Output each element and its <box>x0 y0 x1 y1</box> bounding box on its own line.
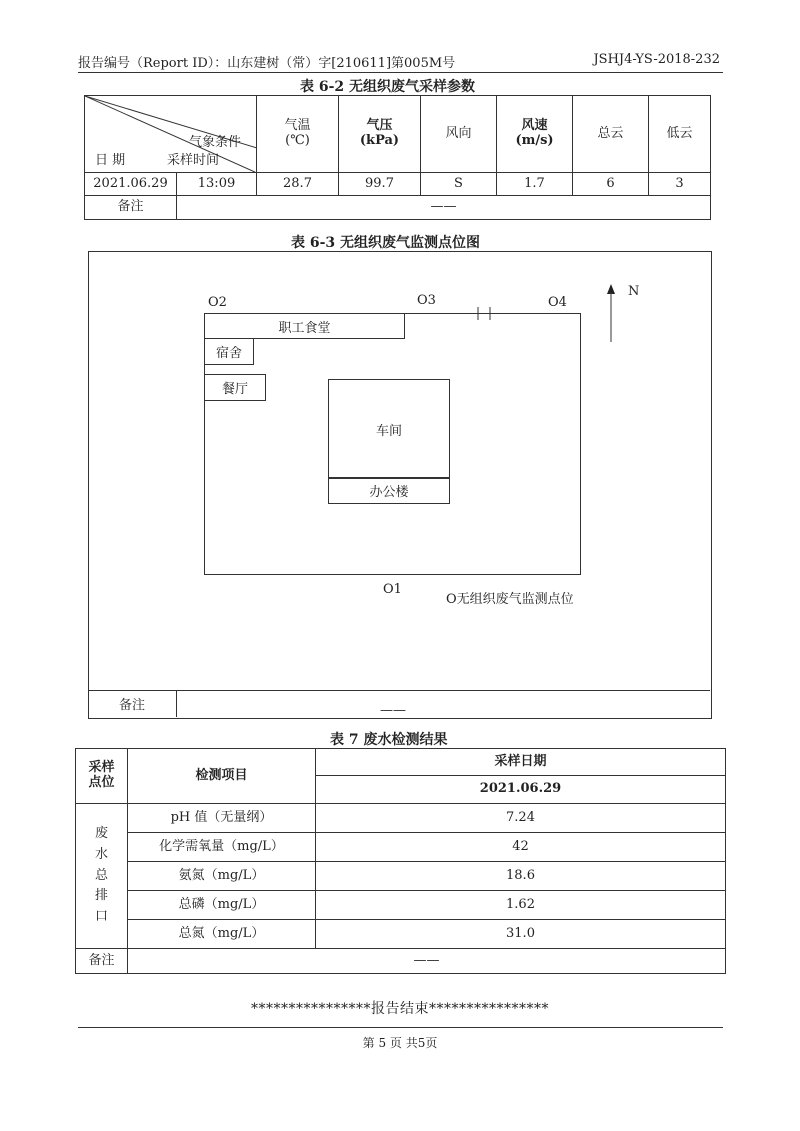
cell-wind-speed: 1.7 <box>497 173 573 196</box>
table-row <box>76 804 726 833</box>
table-row <box>76 891 726 920</box>
col-temp: 气温 (℃) <box>257 96 339 173</box>
value-cell: 31.0 <box>316 920 726 949</box>
table-row <box>76 920 726 949</box>
cell-low-cloud: 3 <box>649 173 711 196</box>
table7-caption: 表 7 废水检测结果 <box>330 732 448 748</box>
note-label: 备注 <box>76 949 128 974</box>
col-sampling-point: 采样点位 <box>76 749 128 804</box>
point-o3: O3 <box>417 293 436 308</box>
report-id: 报告编号（Report ID）：山东建树（常）字[210611]第005M号 <box>78 56 456 71</box>
gate-mark <box>470 305 500 321</box>
item-cell: 总磷（mg/L） <box>128 891 316 920</box>
point-o4: O4 <box>548 295 567 310</box>
diag-weather-label: 气象条件 <box>189 135 242 150</box>
building-restaurant: 餐厅 <box>204 374 266 401</box>
cell-wind-dir: S <box>421 173 497 196</box>
page-number: 第 5 页 共5页 <box>362 1036 438 1050</box>
value-cell: 7.24 <box>316 804 726 833</box>
north-arrow-icon <box>604 284 618 344</box>
table-row <box>76 833 726 862</box>
report-code: JSHJ4-YS-2018-232 <box>593 52 720 67</box>
cell-press: 99.7 <box>339 173 421 196</box>
note-label: 备注 <box>85 196 177 220</box>
item-cell: 化学需氧量（mg/L） <box>128 833 316 862</box>
building-canteen: 职工食堂 <box>204 313 405 339</box>
table-note-row <box>85 196 711 220</box>
col-wind-dir: 风向 <box>421 96 497 173</box>
point-o1: O1 <box>383 582 402 597</box>
footer-divider <box>78 1027 723 1028</box>
cell-time: 13:09 <box>177 173 257 196</box>
item-cell: 氨氮（mg/L） <box>128 862 316 891</box>
col-low-cloud: 低云 <box>649 96 711 173</box>
north-label: N <box>628 284 640 299</box>
point-o2: O2 <box>208 295 227 310</box>
table-row <box>76 862 726 891</box>
value-cell: 42 <box>316 833 726 862</box>
header-divider <box>78 72 723 73</box>
value-cell: 1.62 <box>316 891 726 920</box>
item-cell: pH 值（无量纲） <box>128 804 316 833</box>
building-office: 办公楼 <box>328 477 450 504</box>
map-note-label: 备注 <box>88 690 177 717</box>
table-note-row <box>76 949 726 974</box>
col-total-cloud: 总云 <box>573 96 649 173</box>
table7 <box>75 748 726 974</box>
diag-time-label: 采样时间 <box>167 153 220 168</box>
report-end-mark: ****************报告结束**************** <box>251 1001 549 1017</box>
map-caption: 表 6-3 无组织废气监测点位图 <box>291 235 481 251</box>
col-sampling-date-header: 采样日期 <box>316 749 726 776</box>
map-note-value: —— <box>380 703 406 718</box>
note-value: —— <box>128 949 726 974</box>
item-cell: 总氮（mg/L） <box>128 920 316 949</box>
diag-date-label: 日 期 <box>95 153 126 168</box>
value-cell: 18.6 <box>316 862 726 891</box>
table62 <box>84 95 711 220</box>
table62-diagonal-header <box>85 96 257 173</box>
table-row <box>85 173 711 196</box>
cell-total-cloud: 6 <box>573 173 649 196</box>
building-workshop: 车间 <box>328 379 450 479</box>
building-dorm: 宿舍 <box>204 338 254 365</box>
table62-caption: 表 6-2 无组织废气采样参数 <box>300 79 476 95</box>
col-press: 气压 (kPa) <box>339 96 421 173</box>
note-value: —— <box>177 196 711 220</box>
map-legend: O无组织废气监测点位 <box>446 592 574 607</box>
col-wind-speed: 风速 (m/s) <box>497 96 573 173</box>
cell-temp: 28.7 <box>257 173 339 196</box>
col-sampling-date: 2021.06.29 <box>316 776 726 804</box>
sampling-point-cell: 废水总排口 <box>76 804 128 949</box>
cell-date: 2021.06.29 <box>85 173 177 196</box>
col-test-item: 检测项目 <box>128 749 316 804</box>
